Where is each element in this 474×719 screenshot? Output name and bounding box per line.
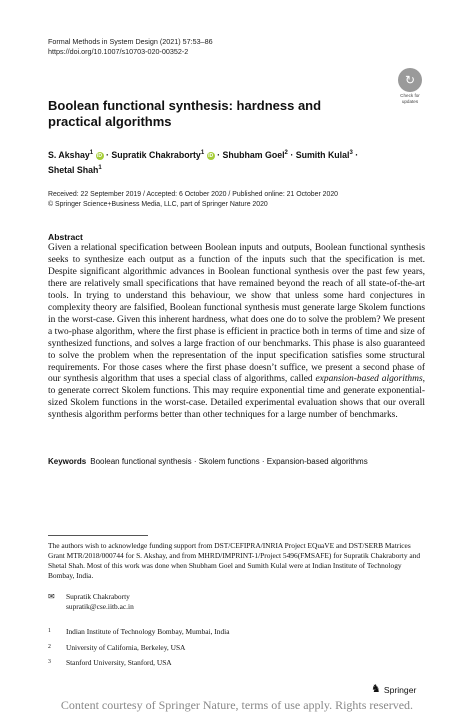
affiliation-item	[48, 642, 185, 653]
affiliation-number: 2	[48, 644, 51, 650]
author-affil-sup: 1	[89, 150, 94, 156]
keywords-text: Boolean functional synthesis · Skolem functions · Expansion-based algorithms	[90, 457, 368, 466]
crossmark-icon: ↻	[398, 68, 422, 92]
crossmark-label-2: updates	[401, 99, 419, 104]
author-affil-sup: 1	[200, 150, 205, 156]
author-name[interactable]: Supratik Chakraborty	[111, 149, 201, 160]
keywords-label: Keywords	[48, 457, 87, 466]
orcid-icon[interactable]: iD	[97, 152, 103, 159]
courtesy-notice: Content courtesy of Springer Nature, terms of use apply. Rights reserved.	[60, 698, 414, 712]
abstract-emphasis: expansion-based algorithms	[315, 374, 423, 385]
affiliation-text: University of California, Berkeley, USA	[66, 643, 186, 652]
affiliation-text: Stanford University, Stanford, USA	[66, 658, 172, 667]
author-name[interactable]: S. Akshay	[48, 149, 90, 160]
author-list: S. Akshay$^1$ iD · Supratik Chakraborty$^1$ iD · Shubham Goel$^2$ · Sumith Kulal$^3$ · Shetal Shah$^1$	[48, 149, 359, 175]
affiliation-number: 1	[48, 628, 51, 634]
publication-dates	[48, 190, 428, 209]
keywords	[48, 456, 428, 467]
author-affil-sup: 1	[98, 164, 102, 171]
journal-header	[48, 37, 213, 57]
affiliation-text: Indian Institute of Technology Bombay, Mumbai, India	[66, 627, 230, 636]
author-name[interactable]: Sumith Kulal	[295, 149, 350, 160]
corresponding-author	[48, 592, 134, 612]
publisher-logo	[371, 684, 416, 695]
author-affil-sup: 3	[349, 150, 353, 156]
contact-email[interactable]: supratik@cse.iitb.ac.in	[66, 602, 134, 611]
abstract-text-part: Given a relational specification between Boolean inputs and outputs, Boolean functional synthesis seeks to synthesize each output as a function of the inputs such that the specification is met. Despite significant algorithmic advances in Boolean functional synthesis over the past few years, there are relatively small specifications that have remained beyond the reach of all state-of-the-art tools. In trying to understand this behaviour, we show that unless some hard conjectures in complexity theory are falsified, Boolean functional synthesis must generate large Skolem functions in the worst-case. Given this inherent hardness, what does one do to solve the problem? We present a two-phase algorithm, where the first phase is efficient in practice both in terms of time and size of synthesized functions, and solves a large fraction of our benchmarks. This phase is also guaranteed to solve the problem when the representation of the input specification satisfies some structural requirements. For those cases where the first phase doesn’t suffice, we present a second phase of our synthesis algorithm that uses a special class of algorithms, called	[48, 243, 425, 385]
affiliation-item	[48, 657, 172, 668]
dates-line: Received: 22 September 2019 / Accepted: 6 October 2020 / Published online: 21 October 2020	[48, 191, 338, 198]
author-name[interactable]: Shetal Shah	[48, 164, 99, 175]
article-title: Boolean functional synthesis: hardness and practical algorithms	[48, 98, 322, 129]
envelope-icon: ✉	[48, 592, 55, 601]
doi-link[interactable]: https://doi.org/10.1007/s10703-020-00352-2	[48, 47, 189, 56]
affiliation-item	[48, 626, 229, 637]
journal-citation: Formal Methods in System Design (2021) 57:53–86	[48, 37, 213, 46]
abstract-text-part: , to generate correct Skolem functions. This may require exponential time and generate exponential-sized Skolem functions in the worst-case. Detailed experimental evaluation shows that our overall synthesis algorithm performs better than other techniques for a large number of benchmarks.	[48, 374, 426, 421]
author-name[interactable]: Shubham Goel	[222, 149, 285, 160]
contact-name: Supratik Chakraborty	[66, 592, 130, 601]
publisher-name: Springer	[383, 684, 417, 695]
affiliation-number: 3	[48, 659, 51, 665]
author-affil-sup: 2	[284, 150, 288, 156]
abstract-text	[48, 243, 425, 422]
check-for-updates-badge[interactable]	[393, 68, 427, 102]
funding-note: The authors wish to acknowledge funding support from DST/CEFIPRA/INRIA Project EQuaVE and DST/SERB Matrices Grant MTR/2018/000744 for S. Akshay, and from MHRD/IMPRINT-1/Project 5496(FMSAFE) for Supratik Chakraborty and Shetal Shah. Most of this work was done when Shubham Goel and Sumith Kulal were at Indian Institute of Technology Bombay, India.	[48, 541, 421, 580]
crossmark-label-1: Check for	[400, 93, 420, 98]
springer-horse-icon: ♞	[371, 683, 381, 695]
copyright-line: © Springer Science+Business Media, LLC, part of Springer Nature 2020	[48, 200, 268, 208]
orcid-icon[interactable]: iD	[208, 152, 214, 159]
abstract-heading: Abstract	[48, 232, 83, 242]
footnote-divider	[48, 535, 148, 536]
